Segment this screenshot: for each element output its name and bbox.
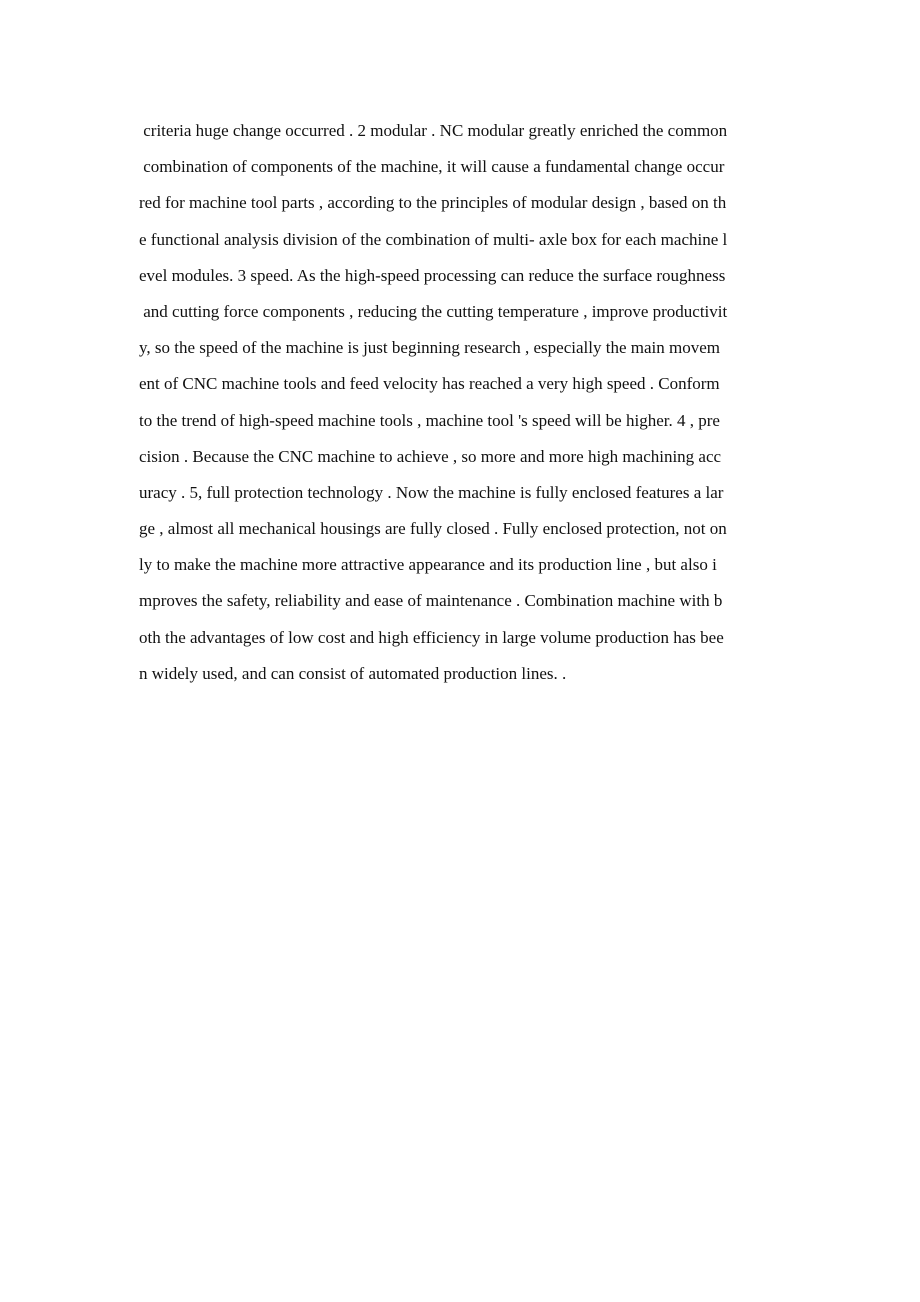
text-line: criteria huge change occurred . 2 modular . NC modular greatly enriched the common	[139, 121, 728, 140]
text-line: ge , almost all mechanical housings are fully closed . Fully enclosed protection, not on	[139, 519, 727, 539]
text-line: evel modules. 3 speed. As the high-speed processing can reduce the surface roughness	[139, 265, 726, 285]
text-line: ly to make the machine more attractive appearance and its production line , but also i	[139, 555, 717, 575]
text-line: y, so the speed of the machine is just beginning research , especially the main movem	[139, 338, 720, 358]
text-line: ent of CNC machine tools and feed velocity has reached a very high speed . Conform	[139, 374, 720, 394]
text-line: mproves the safety, reliability and ease of maintenance . Combination machine with b	[139, 591, 723, 611]
text-line: n widely used, and can consist of automated production lines. .	[139, 663, 567, 683]
text-line: and cutting force components , reducing the cutting temperature , improve productivit	[139, 301, 728, 321]
text-line: oth the advantages of low cost and high efficiency in large volume production has bee	[139, 627, 724, 647]
text-line: e functional analysis division of the combination of multi- axle box for each machine l	[139, 229, 728, 249]
body-paragraph	[139, 117, 799, 696]
text-line: cision . Because the CNC machine to achieve , so more and more high machining acc	[139, 446, 722, 466]
text-line: uracy . 5, full protection technology . Now the machine is fully enclosed features a lar	[139, 482, 724, 502]
text-line: to the trend of high-speed machine tools , machine tool 's speed will be higher. 4 , pre	[139, 410, 720, 430]
text-line: red for machine tool parts , according to the principles of modular design , based on th	[139, 193, 727, 213]
text-line: combination of components of the machine, it will cause a fundamental change occur	[139, 157, 725, 177]
